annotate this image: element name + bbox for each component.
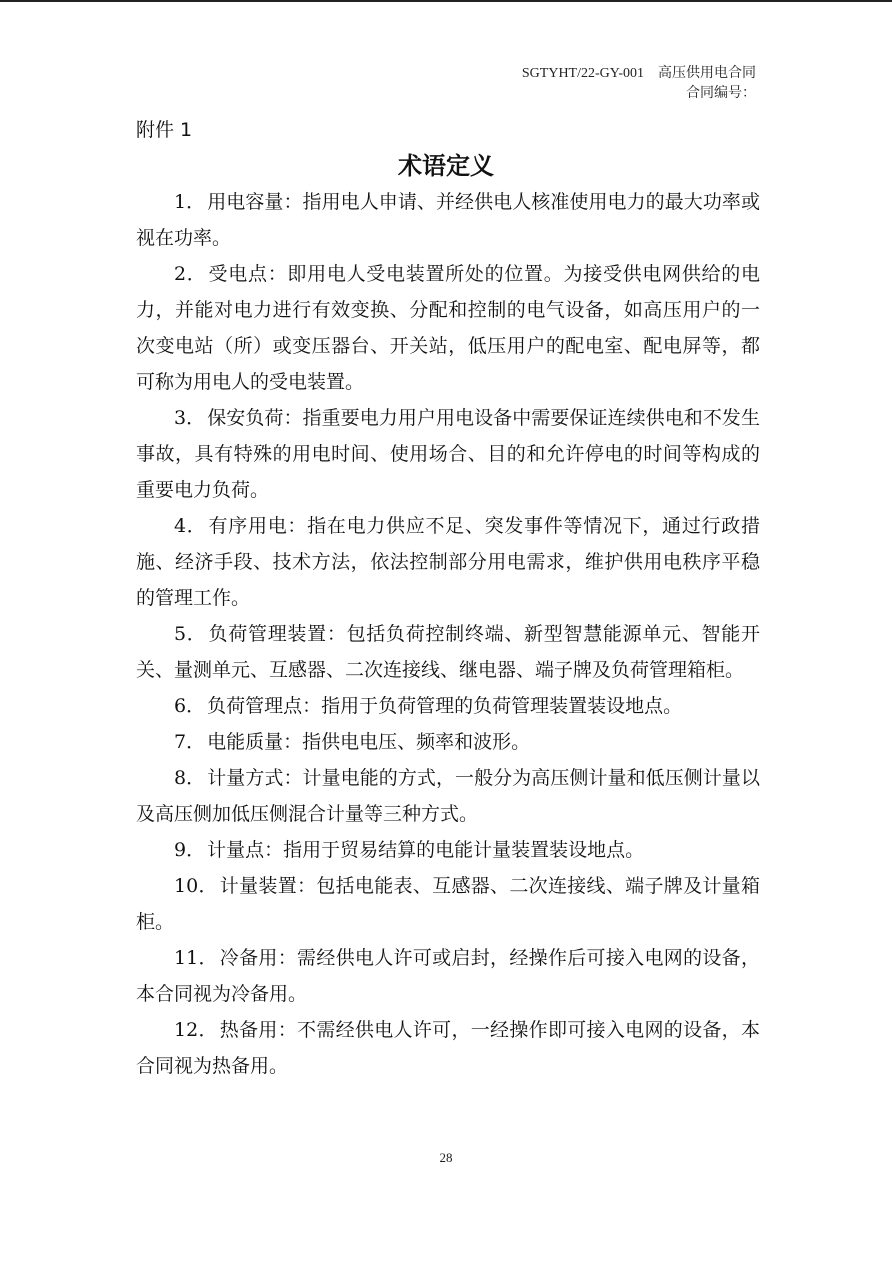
term-text: 计量装置：包括电能表、互感器、二次连接线、端子牌及计量箱柜。 [136, 875, 760, 933]
term-number: 2． [174, 263, 207, 285]
top-border-line [0, 0, 892, 2]
term-text: 负荷管理装置：包括负荷控制终端、新型智慧能源单元、智能开关、量测单元、互感器、二次连接线、继电器、端子牌及负荷管理箱柜。 [136, 623, 760, 681]
term-text: 冷备用：需经供电人许可或启封，经操作后可接入电网的设备，本合同视为冷备用。 [136, 947, 760, 1005]
term-text: 负荷管理点：指用于负荷管理的负荷管理装置装设地点。 [207, 695, 683, 717]
contract-number-label: 合同编号： [686, 86, 756, 101]
term-text: 用电容量：指用电人申请、并经供电人核准使用电力的最大功率或视在功率。 [136, 191, 760, 249]
term-number: 11． [174, 947, 218, 969]
term-number: 12． [174, 1019, 218, 1041]
page-number: 28 [439, 1150, 453, 1165]
term-number: 6． [174, 695, 206, 717]
term-item [136, 868, 760, 940]
term-text: 受电点：即用电人受电装置所处的位置。为接受供电网供给的电力，并能对电力进行有效变换、分配和控制的电气设备，如高压用户的一次变电站（所）或变压器台、开关站，低压用户的配电室、配电屏等，都可称为用电人的受电装置。 [136, 263, 760, 393]
term-text: 计量点：指用于贸易结算的电能计量装置装设地点。 [207, 839, 645, 861]
term-text: 有序用电：指在电力供应不足、突发事件等情况下，通过行政措施、经济手段、技术方法，依法控制部分用电需求，维护供用电秩序平稳的管理工作。 [136, 515, 760, 609]
term-number: 10． [174, 875, 218, 897]
term-item [136, 760, 760, 832]
term-item [136, 724, 760, 760]
term-item [136, 400, 760, 508]
term-text: 保安负荷：指重要电力用户用电设备中需要保证连续供电和不发生事故，具有特殊的用电时间、使用场合、目的和允许停电的时间等构成的重要电力负荷。 [136, 407, 760, 501]
document-title: 高压供用电合同 [658, 66, 756, 81]
document-code: SGTYHT/22-GY-001 [521, 66, 644, 81]
attachment-label: 附件 1 [136, 119, 193, 141]
terms-list [136, 184, 760, 1084]
term-number: 8． [174, 767, 206, 789]
term-number: 1． [174, 191, 206, 213]
term-number: 3． [174, 407, 206, 429]
term-item [136, 184, 760, 256]
term-item [136, 616, 760, 688]
term-item [136, 832, 760, 868]
page-title: 术语定义 [398, 152, 494, 180]
term-number: 4． [174, 515, 207, 537]
term-item [136, 940, 760, 1012]
term-number: 9． [174, 839, 206, 861]
term-item [136, 256, 760, 400]
page-header [522, 64, 756, 104]
term-item [136, 1012, 760, 1084]
term-text: 热备用：不需经供电人许可，一经操作即可接入电网的设备，本合同视为热备用。 [136, 1019, 760, 1077]
header-line-1 [522, 64, 756, 84]
term-number: 7． [174, 731, 206, 753]
term-number: 5． [174, 623, 207, 645]
term-text: 电能质量：指供电电压、频率和波形。 [207, 731, 531, 753]
term-item [136, 508, 760, 616]
term-item [136, 688, 760, 724]
term-text: 计量方式：计量电能的方式，一般分为高压侧计量和低压侧计量以及高压侧加低压侧混合计量等三种方式。 [136, 767, 760, 825]
